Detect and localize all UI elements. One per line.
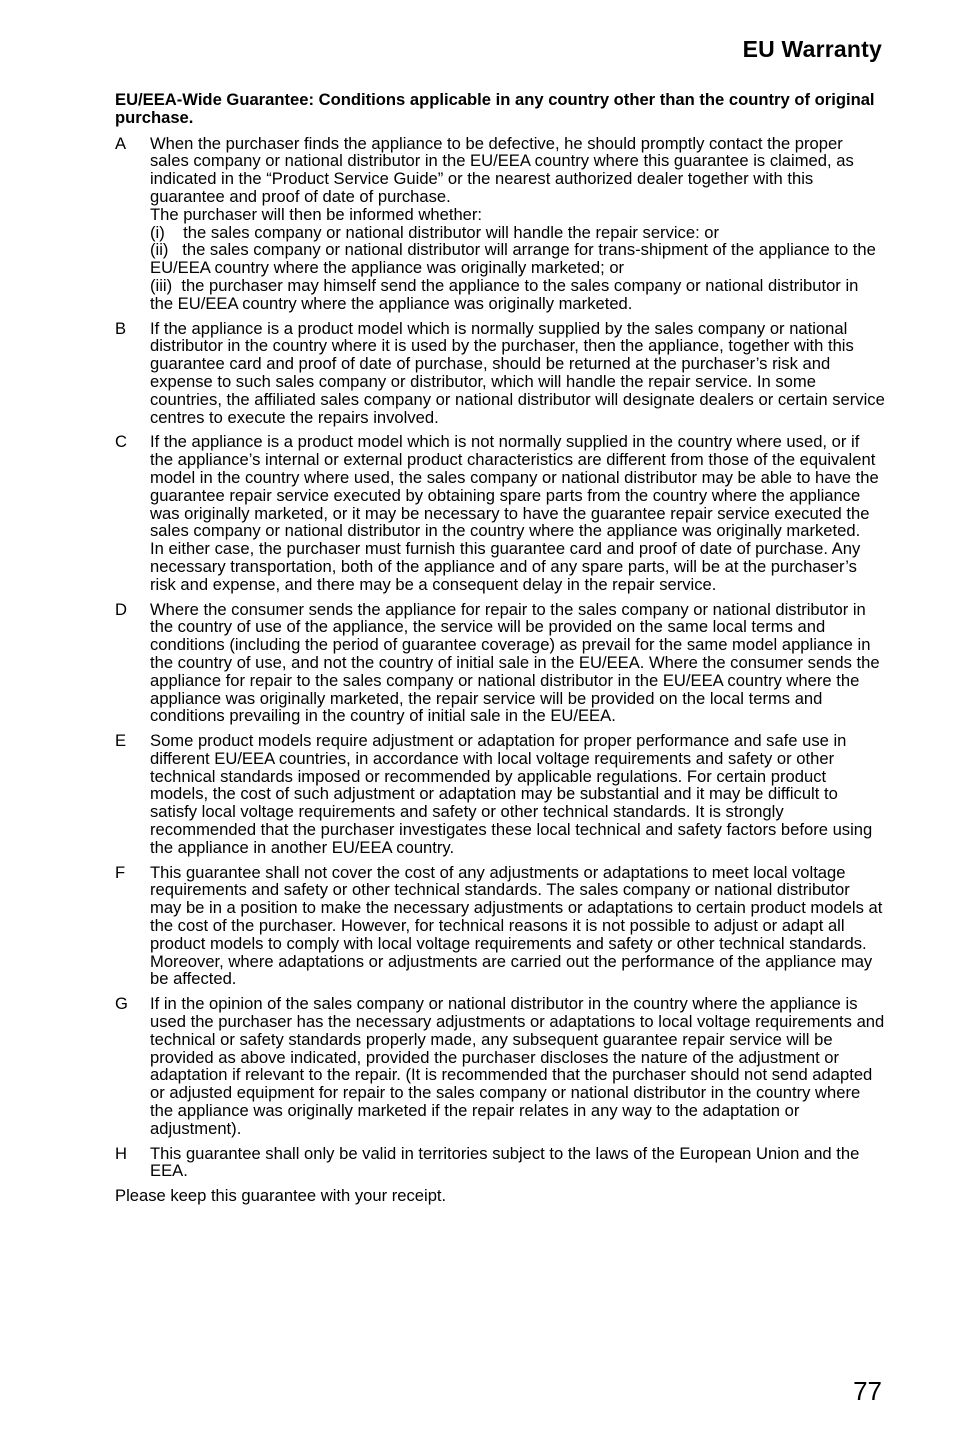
clause-paragraph: When the purchaser finds the appliance to be defective, he should promptly contact the proper sales company or national distributor in the EU/EEA country where this guarantee is claimed, as indicated in the “Product Service Guide” or the nearest authorized dealer together with this guarantee and proof of date of purchase. bbox=[150, 133, 854, 206]
clause-subitem: (ii) the sales company or national distributor will arrange for trans-shipment of the appliance to the EU/EEA country where the appliance was originally marketed; or bbox=[150, 240, 881, 278]
page-title: EU Warranty bbox=[742, 36, 882, 62]
warranty-content bbox=[115, 91, 885, 1205]
clause-body bbox=[150, 1145, 885, 1181]
clause-letter: E bbox=[115, 731, 127, 751]
clause-subitem: (iii) the purchaser may himself send the appliance to the sales company or national distributor in the EU/EEA country where the appliance was originally marketed. bbox=[150, 275, 863, 313]
clause-a bbox=[115, 135, 885, 313]
clause-f bbox=[115, 864, 885, 989]
clause-d bbox=[115, 601, 885, 726]
clause-paragraph: The purchaser will then be informed whether: bbox=[150, 204, 483, 224]
clause-c bbox=[115, 433, 885, 593]
clause-h bbox=[115, 1145, 885, 1181]
clause-e bbox=[115, 732, 885, 857]
clause-letter: G bbox=[115, 994, 128, 1014]
clause-body bbox=[150, 135, 885, 313]
clause-subitem: (i) the sales company or national distributor will handle the repair service: or bbox=[150, 222, 720, 242]
clause-paragraph: If the appliance is a product model which is not normally supplied in the country where used, or if the appliance’s internal or external product characteristics are different from those of the equivalent model in the country where used, the sales company or national distributor may be able to have the guarantee repair service executed by obtaining spare parts from the country where the appliance was originally marketed, or it may be necessary to have the guarantee repair service executed the sales company or national distributor in the country where the appliance was originally marketed. bbox=[150, 432, 879, 541]
clause-paragraph: If the appliance is a product model which is normally supplied by the sales company or national distributor in the country where it is used by the purchaser, then the appliance, together with this guarantee card and proof of date of purchase, should be returned at the purchaser’s risk and expense to such sales company or distributor, which will handle the repair service. In some countries, the affiliated sales company or national distributor will designate dealers or certain service centres to execute the repairs involved. bbox=[150, 318, 885, 427]
clause-body bbox=[150, 433, 885, 593]
clause-paragraph: If in the opinion of the sales company or national distributor in the country where the appliance is used the purchaser has the necessary adjustments or adaptations to local voltage requirements and technical or safety standards properly made, any subsequent guarantee repair service will be provided as above indicated, provided the purchaser discloses the nature of the adjustment or adaptation if relevant to the repair. (It is recommended that the purchaser should not send adapted or adjusted equipment for repair to the sales company or national distributor in the country where the appliance was originally marketed if the repair relates in any way to the adaptation or adjustment). bbox=[150, 994, 885, 1138]
clause-letter: D bbox=[115, 599, 127, 619]
clause-body bbox=[150, 995, 885, 1137]
clause-paragraph: This guarantee shall not cover the cost of any adjustments or adaptations to meet local voltage requirements and safety or other technical standards. The sales company or national distributor may be in a position to make the necessary adjustments or adaptations to certain product models at the cost of the purchaser. However, for technical reasons it is not possible to adjust or adapt all product models to comply with local voltage requirements and safety or other technical standards. Moreover, where adaptations or adjustments are carried out the performance of the appliance may be affected. bbox=[150, 862, 883, 989]
clause-body bbox=[150, 732, 885, 857]
clause-b bbox=[115, 320, 885, 427]
intro-heading: EU/EEA-Wide Guarantee: Conditions applicable in any country other than the country of original purchase. bbox=[115, 90, 875, 127]
clause-letter: H bbox=[115, 1143, 127, 1163]
clause-paragraph: In either case, the purchaser must furnish this guarantee card and proof of date of purchase. Any necessary transportation, both of the appliance and of any spare parts, will be at the purchaser’s risk and expense, and there may be a consequent delay in the repair service. bbox=[150, 539, 861, 594]
clause-body bbox=[150, 320, 885, 427]
closing-note: Please keep this guarantee with your receipt. bbox=[115, 1186, 447, 1206]
page-number: 77 bbox=[853, 1376, 882, 1406]
clause-letter: B bbox=[115, 318, 127, 338]
clause-body bbox=[150, 601, 885, 726]
clause-letter: A bbox=[115, 133, 127, 153]
clause-body bbox=[150, 864, 885, 989]
clause-g bbox=[115, 995, 885, 1137]
clause-paragraph: This guarantee shall only be valid in territories subject to the laws of the European Union and the EEA. bbox=[150, 1143, 860, 1181]
clause-paragraph: Where the consumer sends the appliance for repair to the sales company or national distributor in the country of use of the appliance, the service will be provided on the same local terms and conditions (including the period of guarantee coverage) as prevail for the same model appliance in the country of use, and not the country of initial sale in the EU/EEA. Where the consumer sends the appliance for repair to the sales company or national distributor in the EU/EEA country where the appliance was originally marketed, the repair service will be provided on the local terms and conditions prevailing in the country of initial sale in the EU/EEA. bbox=[150, 599, 880, 726]
clause-paragraph: Some product models require adjustment or adaptation for proper performance and safe use in different EU/EEA countries, in accordance with local voltage requirements and safety or other technical standards imposed or recommended by applicable regulations. For certain product models, the cost of such adjustment or adaptation may be substantial and it may be difficult to satisfy local voltage requirements and safety or other technical standards. It is strongly recommended that the purchaser investigates these local technical and safety factors before using the appliance in another EU/EEA country. bbox=[150, 731, 873, 857]
clause-letter: F bbox=[115, 862, 126, 882]
clause-letter: C bbox=[115, 432, 127, 452]
